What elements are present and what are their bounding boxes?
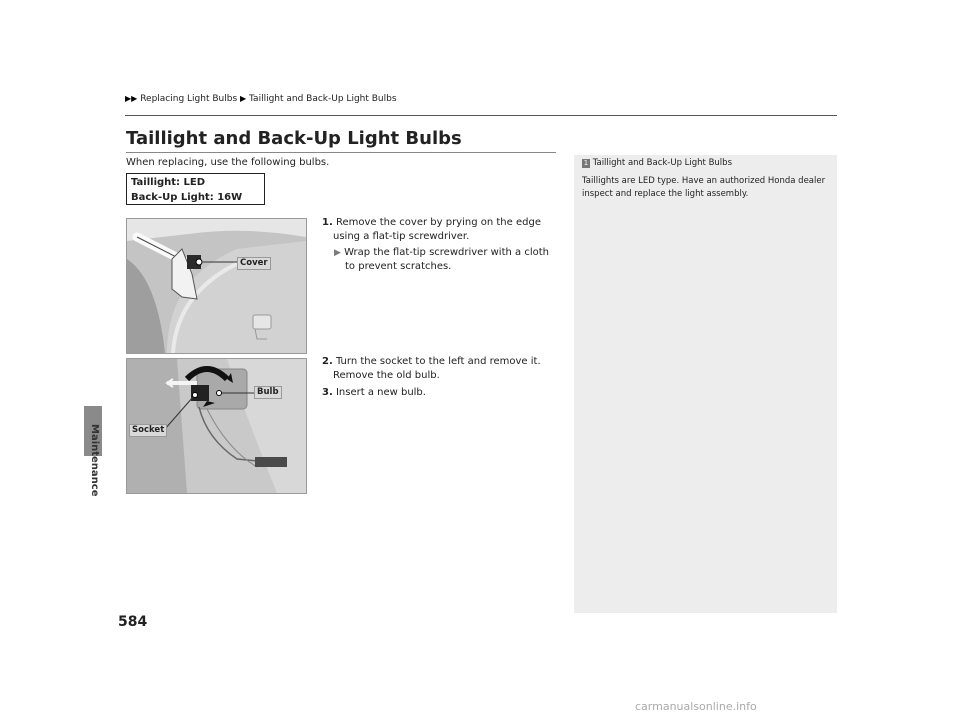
step-2-line1: Turn the socket to the left and remove it. — [335, 356, 541, 367]
substep-line2: to prevent scratches. — [345, 261, 452, 272]
breadcrumb-item-taillight[interactable]: Taillight and Back-Up Light Bulbs — [249, 94, 397, 104]
label-socket: Socket — [129, 424, 167, 437]
spec-backup-light: Back-Up Light: 16W — [131, 192, 243, 203]
step-1-line1: Remove the cover by prying on the edge — [335, 217, 541, 228]
step-3-line1: Insert a new bulb. — [335, 387, 426, 398]
substep-line1: Wrap the flat-tip screwdriver with a cloth — [344, 247, 549, 258]
label-cover: Cover — [237, 257, 271, 270]
note-text: Taillights are LED type. Have an authorized Honda dealer inspect and replace the light assembly. — [582, 176, 826, 199]
footer-watermark: carmanualsonline.info — [635, 700, 757, 713]
step-2-line2: Remove the old bulb. — [333, 370, 440, 381]
intro-text: When replacing, use the following bulbs. — [126, 157, 330, 168]
title-divider — [126, 152, 556, 153]
note-panel — [574, 155, 837, 613]
socket-removal-photo — [126, 358, 307, 494]
section-tab-label — [84, 424, 102, 544]
step-2 — [322, 355, 562, 383]
note-title — [582, 158, 732, 168]
note-title-text: Taillight and Back-Up Light Bulbs — [592, 158, 732, 168]
page-title: Taillight and Back-Up Light Bulbs — [126, 128, 462, 149]
step-1-line2: using a flat-tip screwdriver. — [333, 231, 470, 242]
substep-arrow-icon: ▶ — [334, 248, 341, 258]
header-divider — [125, 115, 837, 116]
breadcrumb — [125, 94, 397, 104]
step-3-number: 3. — [322, 387, 333, 398]
page-number: 584 — [118, 614, 148, 630]
breadcrumb-arrow-icon: ▶▶ — [125, 94, 138, 103]
step-3 — [322, 386, 562, 400]
breadcrumb-separator-icon: ▶ — [240, 94, 247, 103]
svg-text:⋮: ⋮ — [145, 290, 153, 299]
step-1 — [322, 216, 562, 244]
cover-removal-photo — [126, 218, 307, 354]
step-1-substep — [334, 246, 566, 274]
bulb-spec-box — [126, 173, 265, 205]
label-bulb: Bulb — [254, 386, 282, 399]
step-2-number: 2. — [322, 356, 333, 367]
spec-taillight: Taillight: LED — [131, 177, 206, 188]
note-marker-icon: 1 — [583, 159, 589, 167]
section-tab-text: Maintenance — [89, 424, 100, 497]
cover-removal-illustration — [127, 219, 306, 353]
breadcrumb-item-replacing-light-bulbs[interactable]: Replacing Light Bulbs — [140, 94, 238, 104]
step-1-number: 1. — [322, 217, 333, 228]
